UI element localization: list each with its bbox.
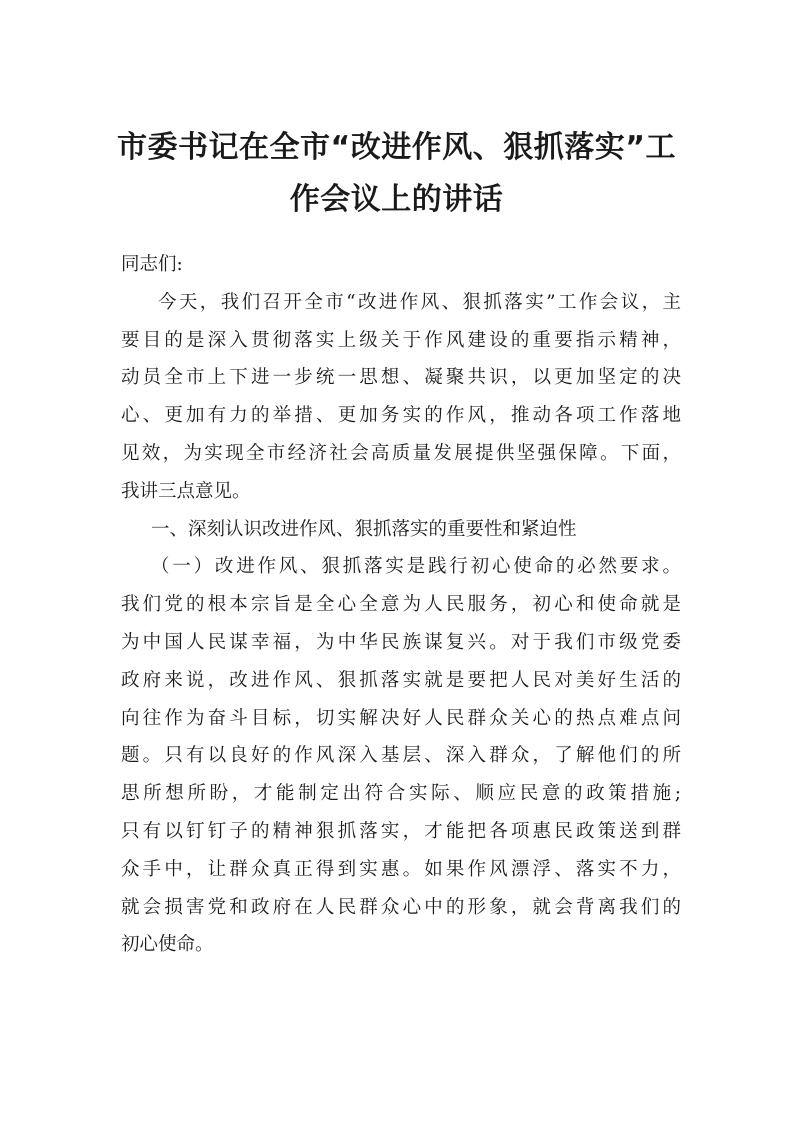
paragraph-line: 我讲三点意见。 [121,480,251,502]
paragraph-line: 动员全市上下进一步统一思想、凝聚共识，以更加坚定的决 [121,367,681,389]
paragraph-line: 见效，为实现全市经济社会高质量发展提供坚强保障。下面， [121,442,681,464]
paragraph-line: 只有以钉钉子的精神狠抓落实，才能把各项惠民政策送到群 [121,820,681,842]
paragraph-line: 就会损害党和政府在人民群众心中的形象，就会背离我们的 [121,896,681,918]
paragraph-line: 要目的是深入贯彻落实上级关于作风建设的重要指示精神， [121,329,681,351]
paragraph-line: 初心使命。 [121,934,214,956]
subsection-heading: （一）改进作风、狠抓落实是践行初心使命的必然要求。 [151,556,681,578]
paragraph-line: 众手中，让群众真正得到实惠。如果作风漂浮、落实不力， [121,858,681,880]
section-heading: 一、深刻认识改进作风、狠抓落实的重要性和紧迫性 [151,518,577,540]
paragraph-line: 我们党的根本宗旨是全心全意为人民服务，初心和使命就是 [121,594,681,616]
paragraph-line: 为中国人民谋幸福，为中华民族谋复兴。对于我们市级党委 [121,631,681,653]
paragraph-line: 题。只有以良好的作风深入基层、深入群众，了解他们的所 [121,745,681,767]
paragraph-line: 心、更加有力的举措、更加务实的作风，推动各项工作落地 [121,405,681,427]
title-line: 作会议上的讲话 [289,182,504,217]
document-title [110,122,683,226]
paragraph-line: 政府来说，改进作风、狠抓落实就是要把人民对美好生活的 [121,669,681,691]
title-line: 市委书记在全市“改进作风、狠抓落实”工 [117,130,676,165]
paragraph-line: 向往作为奋斗目标，切实解决好人民群众关心的热点难点问 [121,707,681,729]
salutation: 同志们: [121,254,183,275]
document-body [121,246,681,964]
paragraph-line: 思所想所盼，才能制定出符合实际、顺应民意的政策措施; [121,783,681,805]
paragraph-line: 今天，我们召开全市“改进作风、狠抓落实”工作会议，主 [158,291,681,313]
